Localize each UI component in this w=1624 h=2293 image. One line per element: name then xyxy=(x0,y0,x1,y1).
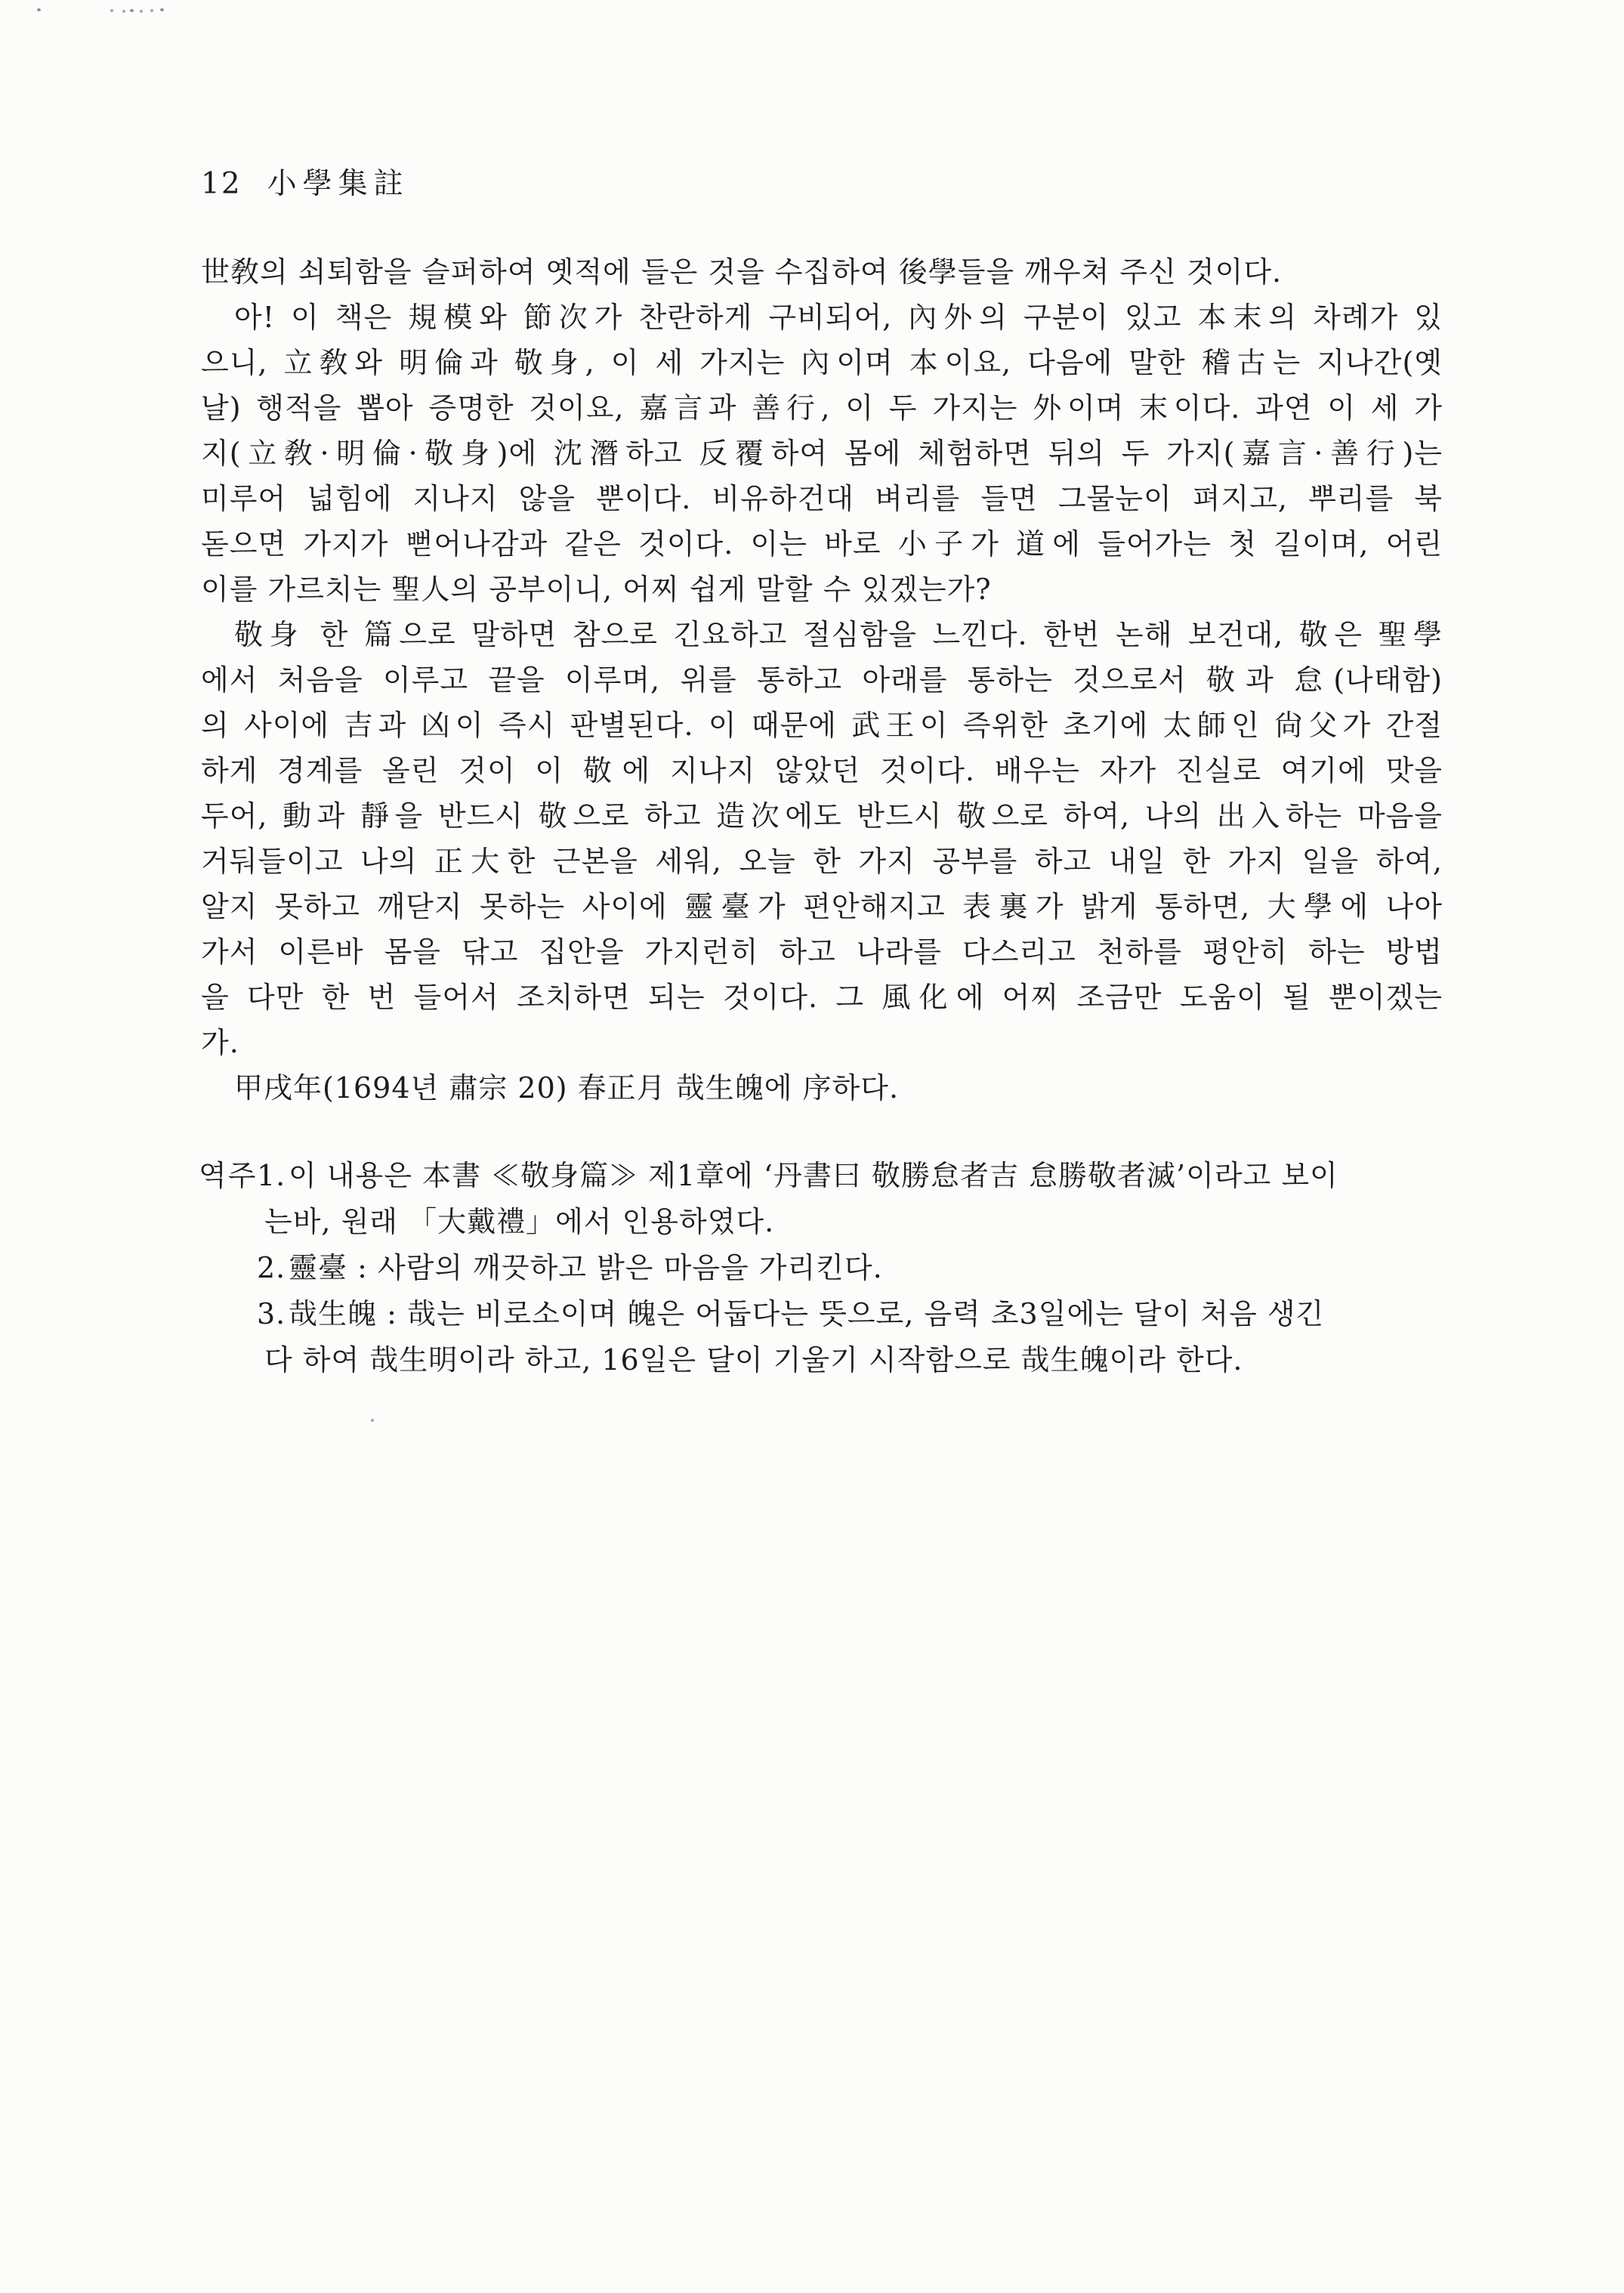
body-line: 으니, 立敎와 明倫과 敬身, 이 세 가지는 內이며 本이요, 다음에 말한 稽古는 지나간(옛 xyxy=(201,346,1443,379)
body-line: 알지 못하고 깨닫지 못하는 사이에 靈臺가 편안해지고 表裏가 밝게 통하면, 大學에 나아 xyxy=(201,890,1443,923)
scan-speck xyxy=(160,8,164,11)
scan-speck xyxy=(371,1419,374,1422)
scan-speck xyxy=(150,9,153,12)
note-line xyxy=(201,1245,1443,1291)
body-line: 두어, 動과 靜을 반드시 敬으로 하고 造次에도 반드시 敬으로 하여, 나의 出入하는 마음을 xyxy=(201,799,1443,833)
book-title: 小學集註 xyxy=(267,167,409,201)
note-line: 는바, 원래 「大戴禮」에서 인용하였다. xyxy=(264,1205,775,1238)
note-item xyxy=(201,1245,1443,1291)
body-line: 을 다만 한 번 들어서 조치하면 되는 것이다. 그 風化에 어찌 조금만 도움이 될 뿐이겠는 xyxy=(201,981,1443,1014)
body-line: 돋으면 가지가 뻗어나감과 같은 것이다. 이는 바로 小子가 道에 들어가는 첫 길이며, 어린 xyxy=(201,527,1443,561)
note-item xyxy=(201,1153,1443,1245)
note-item xyxy=(201,1291,1443,1383)
note-line xyxy=(201,1291,1443,1337)
note-line: 다 하여 哉生明이라 하고, 16일은 달이 기울기 시작함으로 哉生魄이라 한다. xyxy=(264,1343,1243,1377)
body-line: 敬身 한 篇으로 말하면 참으로 긴요하고 절심함을 느낀다. 한번 논해 보건대, 敬은 聖學 xyxy=(234,618,1443,651)
body-line: 아! 이 책은 規模와 節次가 찬란하게 구비되어, 內外의 구분이 있고 本末의 차례가 있 xyxy=(234,301,1443,334)
page-number: 12 xyxy=(201,167,242,201)
scan-speck xyxy=(122,10,125,13)
scan-speck xyxy=(37,8,41,11)
scan-speck xyxy=(130,9,134,12)
note-text: 靈臺 : 사람의 깨끗하고 밝은 마음을 가리킨다. xyxy=(289,1251,883,1284)
note-number: 2. xyxy=(257,1251,286,1284)
note-number: 1. xyxy=(257,1159,286,1192)
body-line: 지(立敎·明倫·敬身)에 沈潛하고 反覆하여 몸에 체험하면 뒤의 두 가지(嘉言·善行)는 xyxy=(201,437,1443,470)
body-line: 하게 경계를 올린 것이 이 敬에 지나지 않았던 것이다. 배우는 자가 진실로 여기에 맛을 xyxy=(201,754,1443,787)
scan-speck xyxy=(140,10,143,13)
body-line: 이를 가르치는 聖人의 공부이니, 어찌 쉽게 말할 수 있겠는가? xyxy=(201,573,992,606)
translator-notes xyxy=(201,1153,1443,1383)
body-line: 世敎의 쇠퇴함을 슬퍼하여 옛적에 들은 것을 수집하여 後學들을 깨우쳐 주신 것이다. xyxy=(201,255,1283,289)
notes-label: 역주 xyxy=(199,1159,258,1192)
note-text: 哉生魄 : 哉는 비로소이며 魄은 어둡다는 뜻으로, 음력 초3일에는 달이 처음 생긴 xyxy=(289,1297,1325,1330)
body-text xyxy=(201,249,1443,1111)
body-line: 에서 처음을 이루고 끝을 이루며, 위를 통하고 아래를 통하는 것으로서 敬과 怠(나태함) xyxy=(201,663,1443,697)
note-number: 3. xyxy=(257,1297,286,1330)
running-header xyxy=(201,168,1443,201)
note-line xyxy=(201,1153,1443,1199)
body-line: 미루어 넓힘에 지나지 않을 뿐이다. 비유하건대 벼리를 들면 그물눈이 펴지고, 뿌리를 북 xyxy=(201,482,1443,515)
body-line: 甲戌年(1694년 肅宗 20) 春正月 哉生魄에 序하다. xyxy=(234,1071,900,1105)
body-line: 날) 행적을 뽑아 증명한 것이요, 嘉言과 善行, 이 두 가지는 外이며 末이다. 과연 이 세 가 xyxy=(201,391,1443,425)
body-line: 가서 이른바 몸을 닦고 집안을 가지런히 하고 나라를 다스리고 천하를 평안히 하는 방법 xyxy=(201,935,1443,969)
scan-speck xyxy=(110,9,113,12)
note-text: 이 내용은 本書 ≪敬身篇≫ 제1章에 ‘丹書曰 敬勝怠者吉 怠勝敬者滅’이라고 보이 xyxy=(289,1159,1338,1192)
text-column xyxy=(201,168,1443,1383)
body-line: 의 사이에 吉과 凶이 즉시 판별된다. 이 때문에 武王이 즉위한 초기에 太師인 尙父가 간절 xyxy=(201,709,1443,742)
body-line: 가. xyxy=(201,1026,239,1059)
body-line: 거둬들이고 나의 正大한 근본을 세워, 오늘 한 가지 공부를 하고 내일 한 가지 일을 하여, xyxy=(201,845,1443,878)
